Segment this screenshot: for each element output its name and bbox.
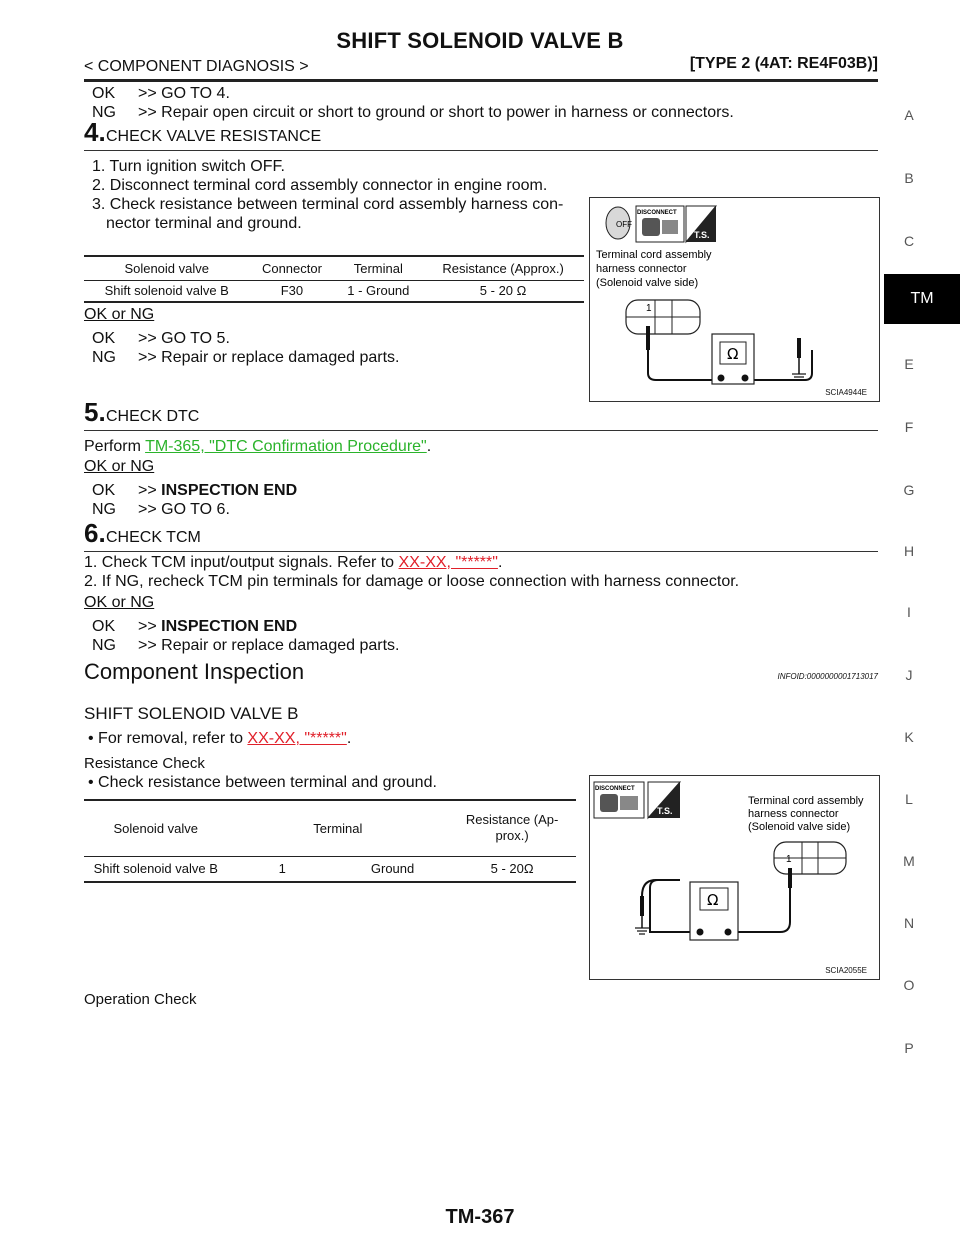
svg-text:DISCONNECT: DISCONNECT bbox=[637, 210, 677, 216]
disconnect-icon bbox=[594, 782, 644, 818]
side-index-c[interactable]: C bbox=[903, 233, 915, 249]
ts-icon bbox=[686, 206, 716, 242]
resistance-diagram-svg bbox=[590, 198, 879, 401]
step-5-ok-line: OK >> INSPECTION END bbox=[92, 482, 298, 499]
table-header: Resistance (Approx.) bbox=[442, 260, 564, 276]
info-id: INFOID:0000000001713017 bbox=[777, 672, 878, 681]
table-cell: Shift solenoid valve B bbox=[104, 283, 229, 299]
figure-valve-resistance-check bbox=[589, 197, 880, 402]
svg-text:Ω: Ω bbox=[727, 345, 739, 363]
step-4-ok-line: OK >> GO TO 5. bbox=[92, 330, 230, 347]
step-6-line-2: 2. If NG, recheck TCM pin terminals for damage or loose connection with harness connector. bbox=[84, 573, 740, 590]
component-diagram-svg bbox=[590, 776, 879, 979]
svg-text:harness connector: harness connector bbox=[596, 263, 687, 275]
step-5-ng-line: NG >> GO TO 6. bbox=[92, 501, 230, 518]
table-cell: F30 bbox=[280, 283, 304, 299]
side-index-i[interactable]: I bbox=[907, 604, 911, 620]
table-header: Resistance (Ap- prox.) bbox=[465, 812, 559, 844]
side-index-l[interactable]: L bbox=[905, 791, 913, 807]
table-header: Connector bbox=[261, 260, 322, 276]
step-4-resistance-table bbox=[84, 255, 584, 303]
svg-text:1: 1 bbox=[646, 303, 652, 314]
table-header: Solenoid valve bbox=[113, 820, 199, 836]
ts-icon bbox=[648, 782, 680, 818]
ohmmeter bbox=[712, 334, 754, 384]
removal-reference-line: • For removal, refer to XX-XX, "*****". bbox=[88, 730, 352, 747]
side-index-f[interactable]: F bbox=[904, 419, 914, 435]
figure-component-resistance-check bbox=[589, 775, 880, 980]
svg-text:Terminal cord assembly: Terminal cord assembly bbox=[596, 249, 712, 261]
figure-code: SCIA2055E bbox=[825, 966, 867, 975]
svg-text:T.S.: T.S. bbox=[657, 806, 673, 816]
side-index-o[interactable]: O bbox=[903, 977, 915, 993]
side-index-h[interactable]: H bbox=[903, 543, 915, 559]
step-4-line-1: 1. Turn ignition switch OFF. bbox=[92, 158, 285, 175]
ohmmeter bbox=[690, 882, 738, 940]
harness-connector bbox=[774, 842, 846, 874]
step-6-line-1: 1. Check TCM input/output signals. Refer to XX-XX, "*****". bbox=[84, 554, 503, 571]
operation-check-label: Operation Check bbox=[84, 991, 197, 1008]
step-5-ok-or-ng: OK or NG bbox=[84, 458, 155, 475]
page-title: SHIFT SOLENOID VALVE B bbox=[336, 28, 624, 53]
removal-link[interactable]: XX-XX, "*****" bbox=[247, 730, 347, 747]
svg-text:Ω: Ω bbox=[707, 891, 719, 909]
table-cell: Shift solenoid valve B bbox=[93, 861, 218, 877]
intro-ok-line: OK >> GO TO 4. bbox=[92, 85, 230, 102]
step-5-perform-line: Perform TM-365, "DTC Confirmation Procedure". bbox=[84, 438, 432, 455]
table-header: Terminal bbox=[353, 260, 403, 276]
svg-text:1: 1 bbox=[786, 854, 792, 865]
step-4-line-3b: nector terminal and ground. bbox=[106, 215, 302, 232]
intro-ng-line: NG >> Repair open circuit or short to ground or short to power in harness or connectors. bbox=[92, 104, 734, 121]
side-index-j[interactable]: J bbox=[905, 667, 913, 683]
resistance-check-label: Resistance Check bbox=[84, 755, 205, 772]
step-4-ok-or-ng: OK or NG bbox=[84, 306, 155, 323]
table-cell: Ground bbox=[370, 861, 415, 877]
svg-text:(Solenoid valve side): (Solenoid valve side) bbox=[748, 821, 851, 833]
side-index-p[interactable]: P bbox=[904, 1040, 914, 1056]
dtc-confirmation-link[interactable]: TM-365, "DTC Confirmation Procedure" bbox=[145, 438, 427, 455]
svg-text:DISCONNECT: DISCONNECT bbox=[595, 786, 635, 792]
side-index-k[interactable]: K bbox=[904, 729, 914, 745]
step-6-ng-line: NG >> Repair or replace damaged parts. bbox=[92, 637, 400, 654]
ignition-off-icon bbox=[606, 207, 632, 239]
step-6-heading: 6. CHECK TCM bbox=[84, 525, 878, 552]
svg-text:T.S.: T.S. bbox=[694, 230, 710, 240]
side-index-e[interactable]: E bbox=[904, 356, 914, 372]
resistance-check-instruction: • Check resistance between terminal and ground. bbox=[88, 774, 437, 791]
page-number: TM-367 bbox=[445, 1206, 515, 1228]
step-4-ng-line: NG >> Repair or replace damaged parts. bbox=[92, 349, 400, 366]
table-cell: 5 - 20 Ω bbox=[479, 283, 527, 299]
table-cell: 1 - Ground bbox=[347, 283, 410, 299]
svg-text:(Solenoid valve side): (Solenoid valve side) bbox=[596, 277, 699, 289]
svg-text:OFF: OFF bbox=[616, 220, 632, 229]
figure-code: SCIA4944E bbox=[825, 388, 867, 397]
table-header: Solenoid valve bbox=[124, 260, 209, 276]
side-index-m[interactable]: M bbox=[903, 853, 915, 869]
table-cell: 1 bbox=[278, 861, 286, 877]
model-type: [TYPE 2 (4AT: RE4F03B)] bbox=[689, 55, 878, 72]
disconnect-icon bbox=[636, 206, 684, 242]
svg-text:Terminal cord assembly: Terminal cord assembly bbox=[748, 795, 864, 807]
step-6-ok-or-ng: OK or NG bbox=[84, 594, 155, 611]
step-4-line-3a: 3. Check resistance between terminal cord assembly harness con- bbox=[92, 196, 564, 213]
header-rule bbox=[84, 79, 878, 82]
side-index-tm-active[interactable]: TM bbox=[884, 274, 960, 324]
side-index-g[interactable]: G bbox=[903, 482, 915, 498]
table-cell: 5 - 20Ω bbox=[490, 861, 534, 877]
side-index-a[interactable]: A bbox=[904, 107, 914, 123]
step-5-heading: 5. CHECK DTC bbox=[84, 404, 878, 431]
step-6-ok-line: OK >> INSPECTION END bbox=[92, 618, 298, 635]
side-index-b[interactable]: B bbox=[904, 170, 914, 186]
step-4-heading: 4. CHECK VALVE RESISTANCE bbox=[84, 124, 878, 151]
component-inspection-title: Component Inspection bbox=[84, 659, 305, 684]
section-breadcrumb: < COMPONENT DIAGNOSIS > bbox=[84, 58, 309, 75]
step-4-line-2: 2. Disconnect terminal cord assembly connector in engine room. bbox=[92, 177, 548, 194]
table-header: Terminal bbox=[313, 820, 363, 836]
shift-solenoid-subheading: SHIFT SOLENOID VALVE B bbox=[84, 704, 299, 723]
svg-text:harness connector: harness connector bbox=[748, 808, 839, 820]
harness-connector bbox=[626, 300, 700, 334]
tcm-io-signals-link[interactable]: XX-XX, "*****" bbox=[398, 554, 498, 571]
component-resistance-table bbox=[84, 799, 576, 883]
side-index-n[interactable]: N bbox=[903, 915, 915, 931]
